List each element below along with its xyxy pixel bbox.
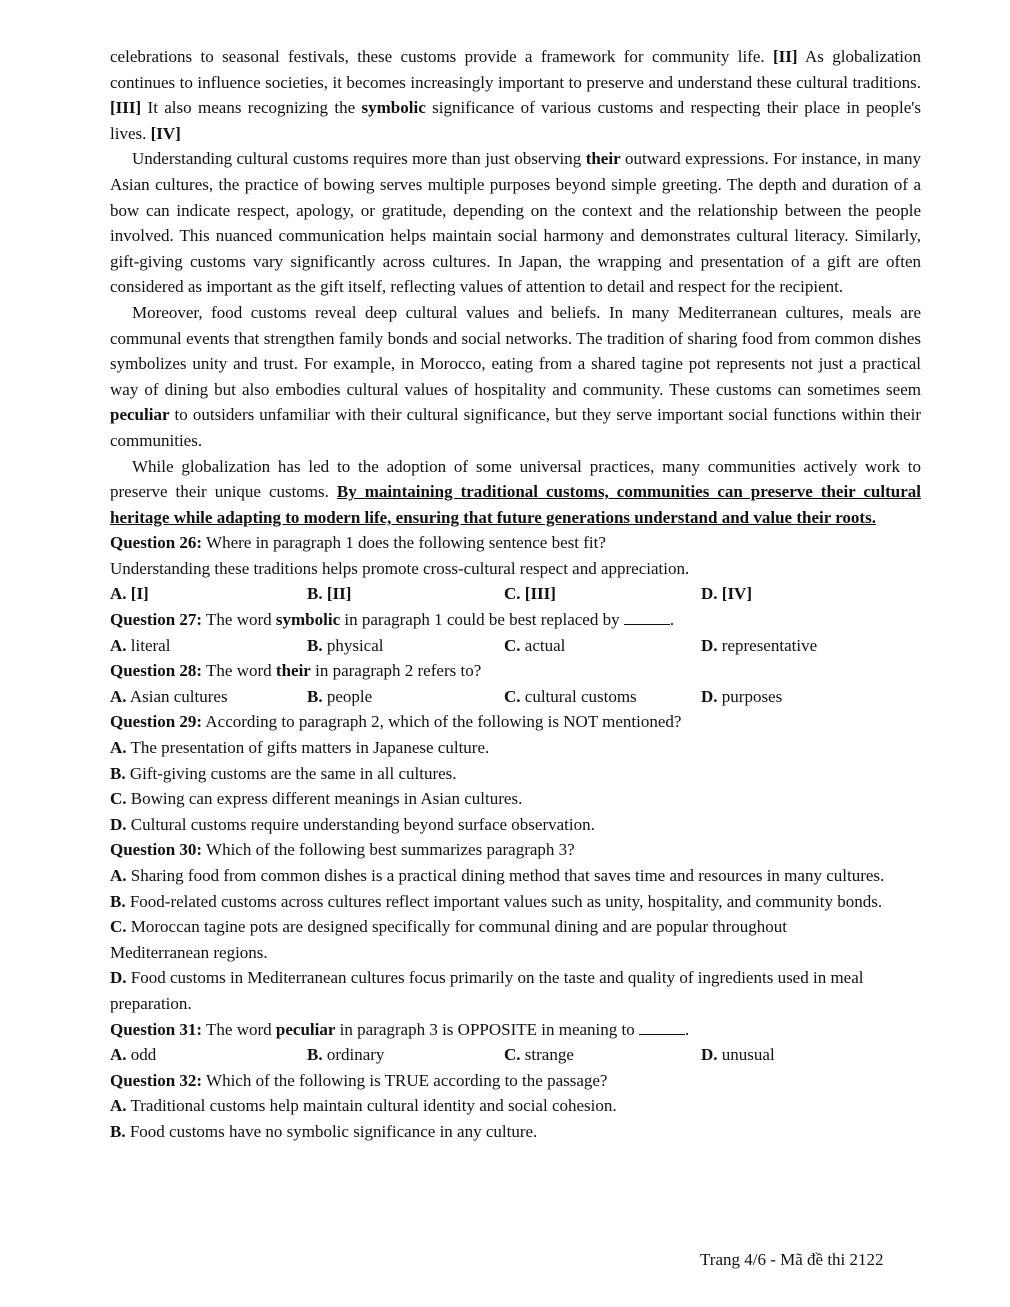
option-text: people	[322, 686, 373, 706]
insertion-marker-4: [IV]	[150, 123, 181, 143]
option-text: Cultural customs require understanding beyond surface observation.	[126, 814, 595, 834]
question-28	[110, 658, 921, 684]
option-b[interactable]	[307, 633, 504, 659]
question-text: The word	[202, 661, 276, 681]
option-letter: D.	[701, 635, 718, 655]
option-text: Food customs in Mediterranean cultures focus primarily on the taste and quality of ingredients used in meal preparation.	[110, 968, 864, 1013]
option-text: strange	[520, 1045, 574, 1065]
paragraph-text: celebrations to seasonal festivals, these customs provide a framework for community life.	[110, 47, 773, 66]
question-text: The word	[202, 610, 276, 630]
option-d[interactable]	[110, 965, 900, 1016]
question-text: in paragraph 3 is OPPOSITE in meaning to	[335, 1019, 640, 1039]
option-c[interactable]	[504, 633, 701, 659]
option-letter: D.	[110, 968, 127, 988]
question-27	[110, 607, 921, 633]
option-text: Food-related customs across cultures reflect important values such as unity, hospitality, and community bonds.	[125, 891, 883, 911]
option-b[interactable]	[110, 889, 910, 915]
keyword-peculiar: peculiar	[110, 405, 170, 425]
option-text: ordinary	[322, 1045, 385, 1065]
option-b[interactable]	[307, 684, 504, 710]
question-label: Question 32:	[110, 1070, 203, 1090]
option-letter: C.	[504, 635, 521, 655]
paragraph-text: outward expressions. For instance, in many Asian cultures, the practice of bowing serves multiple purposes beyond simple greeting. The depth and duration of a bow can indicate respect, apology, or gratitude, depending on the context and the relationship between the people involved. This nuanced communication helps maintain social harmony and demonstrates cultural literacy. Similarly, gift-giving customs vary significantly across cultures. In Japan, the wrapping and presentation of a gift are often considered as important as the gift itself, reflecting values of attention to detail and respect for the recipient.	[110, 149, 921, 297]
option-letter: A.	[110, 1045, 127, 1065]
keyword-symbolic: symbolic	[361, 98, 426, 118]
question-26	[110, 530, 921, 556]
question-27-options	[110, 633, 921, 659]
option-letter: C.	[504, 1045, 521, 1065]
option-letter: B.	[110, 891, 126, 911]
option-text: Gift-giving customs are the same in all cultures.	[125, 763, 457, 783]
option-c[interactable]	[504, 684, 701, 710]
option-letter: B.	[307, 686, 323, 706]
question-32	[110, 1068, 921, 1094]
question-28-options	[110, 684, 921, 710]
option-d[interactable]	[701, 1042, 901, 1068]
option-letter: C.	[110, 789, 127, 809]
paragraph-text: Understanding cultural customs requires more than just observing	[132, 149, 586, 169]
option-letter: A.	[110, 686, 127, 706]
paragraph-text: significance of various customs and respecting their place in people's lives.	[110, 98, 921, 143]
option-d[interactable]	[110, 812, 921, 838]
option-letter: A.	[110, 738, 127, 758]
question-label: Question 26:	[110, 533, 203, 553]
insertion-marker-3: [III]	[110, 98, 142, 118]
option-letter: C.	[504, 584, 521, 604]
option-b[interactable]	[307, 581, 504, 607]
option-text: [I]	[126, 584, 149, 604]
question-30	[110, 837, 921, 863]
option-d[interactable]	[701, 684, 901, 710]
option-text: Sharing food from common dishes is a practical dining method that saves time and resources in many cultures.	[126, 866, 885, 885]
question-31	[110, 1017, 921, 1043]
paragraph-text: While globalization has led to the adoption of some universal practices, many communities actively work to preserve their unique customs.	[110, 456, 921, 502]
option-c[interactable]	[504, 581, 701, 607]
option-a[interactable]	[110, 863, 900, 889]
option-c[interactable]	[110, 786, 921, 812]
option-d[interactable]	[701, 581, 901, 607]
question-text: .	[669, 610, 675, 630]
option-b[interactable]	[307, 1042, 504, 1068]
question-text: The word	[202, 1019, 276, 1039]
question-label: Question 29:	[110, 712, 203, 732]
question-keyword: their	[275, 661, 311, 681]
option-letter: A.	[110, 866, 127, 885]
option-letter: A.	[110, 635, 127, 655]
paragraph-text: As globalization continues to influence societies, it becomes increasingly important to preserve and understand these cultural traditions.	[110, 47, 921, 92]
question-26-options	[110, 581, 921, 607]
option-text: The presentation of gifts matters in Japanese culture.	[126, 738, 490, 758]
underlined-sentence: By maintaining traditional customs, communities can preserve their cultural heritage while adapting to modern life, ensuring that future generations understand and value their roots.	[110, 482, 921, 527]
question-label: Question 30:	[110, 840, 203, 860]
option-letter: B.	[307, 584, 323, 604]
passage-paragraph-4	[110, 454, 921, 531]
option-text: [IV]	[717, 584, 752, 604]
option-b[interactable]	[110, 761, 921, 787]
paragraph-text: to outsiders unfamiliar with their cultural significance, but they serve important social functions within their communities.	[110, 405, 921, 450]
page-footer: Trang 4/6 - Mã đề thi 2122	[700, 1250, 884, 1269]
option-text: Bowing can express different meanings in Asian cultures.	[126, 789, 523, 809]
option-a[interactable]	[110, 581, 307, 607]
option-a[interactable]	[110, 684, 307, 710]
option-d[interactable]	[701, 633, 901, 659]
exam-page	[110, 44, 921, 1145]
option-b[interactable]	[110, 1119, 921, 1145]
keyword-their: their	[585, 149, 621, 169]
paragraph-text: It also means recognizing the	[141, 98, 362, 118]
option-text: Moroccan tagine pots are designed specifically for communal dining and are popular throughout Mediterranean regions.	[110, 917, 787, 962]
option-a[interactable]	[110, 1042, 307, 1068]
option-text: physical	[322, 635, 384, 655]
option-a[interactable]	[110, 735, 921, 761]
question-text: Where in paragraph 1 does the following sentence best fit?	[202, 533, 606, 553]
passage-paragraph-2	[110, 146, 921, 300]
answer-blank	[639, 1018, 685, 1035]
option-text: Asian cultures	[126, 686, 228, 706]
option-a[interactable]	[110, 633, 307, 659]
option-letter: C.	[110, 917, 127, 937]
option-text: purposes	[717, 686, 783, 706]
question-label: Question 27:	[110, 610, 203, 630]
option-text: Traditional customs help maintain cultural identity and social cohesion.	[126, 1096, 617, 1116]
question-26-sentence: Understanding these traditions helps promote cross-cultural respect and appreciation.	[110, 558, 690, 578]
option-letter: A.	[110, 1096, 127, 1116]
question-label: Question 28:	[110, 661, 203, 681]
question-text: in paragraph 2 refers to?	[310, 661, 482, 681]
option-text: cultural customs	[520, 686, 637, 706]
option-letter: B.	[307, 1045, 323, 1065]
option-text: unusual	[717, 1045, 775, 1065]
option-text: representative	[717, 635, 818, 655]
insertion-marker-2: [II]	[773, 47, 798, 66]
option-text: literal	[126, 635, 171, 655]
answer-blank	[624, 608, 670, 625]
option-letter: D.	[701, 584, 718, 604]
option-letter: B.	[110, 1121, 126, 1141]
option-letter: C.	[504, 686, 521, 706]
paragraph-text: Moreover, food customs reveal deep cultural values and beliefs. In many Mediterranean cultures, meals are communal events that strengthen family bonds and social networks. The tradition of sharing food from common dishes symbolizes unity and trust. For example, in Morocco, eating from a shared tagine pot represents not just a practical way of dining but also embodies cultural values of hospitality and community. These customs can sometimes seem	[110, 302, 921, 399]
option-letter: B.	[110, 763, 126, 783]
option-letter: D.	[701, 686, 718, 706]
question-31-options	[110, 1042, 921, 1068]
option-letter: A.	[110, 584, 127, 604]
question-text: .	[685, 1019, 690, 1039]
question-label: Question 31:	[110, 1019, 203, 1039]
question-text: Which of the following best summarizes paragraph 3?	[202, 840, 575, 860]
question-29	[110, 709, 921, 735]
option-letter: D.	[110, 814, 127, 834]
option-letter: D.	[701, 1045, 718, 1065]
option-text: Food customs have no symbolic significance in any culture.	[125, 1121, 538, 1141]
option-text: actual	[520, 635, 566, 655]
question-text: in paragraph 1 could be best replaced by	[340, 610, 624, 630]
passage-paragraph-3	[110, 300, 921, 454]
question-keyword: symbolic	[275, 610, 341, 630]
option-c[interactable]	[504, 1042, 701, 1068]
option-text: odd	[126, 1045, 157, 1065]
passage-paragraph-1	[110, 44, 921, 146]
option-letter: B.	[307, 635, 323, 655]
question-text: Which of the following is TRUE according to the passage?	[202, 1070, 608, 1090]
option-a[interactable]	[110, 1093, 921, 1119]
option-text: [II]	[322, 584, 352, 604]
question-keyword: peculiar	[275, 1019, 336, 1039]
option-text: [III]	[520, 584, 556, 604]
option-c[interactable]	[110, 914, 860, 965]
question-text: According to paragraph 2, which of the following is NOT mentioned?	[202, 712, 682, 732]
